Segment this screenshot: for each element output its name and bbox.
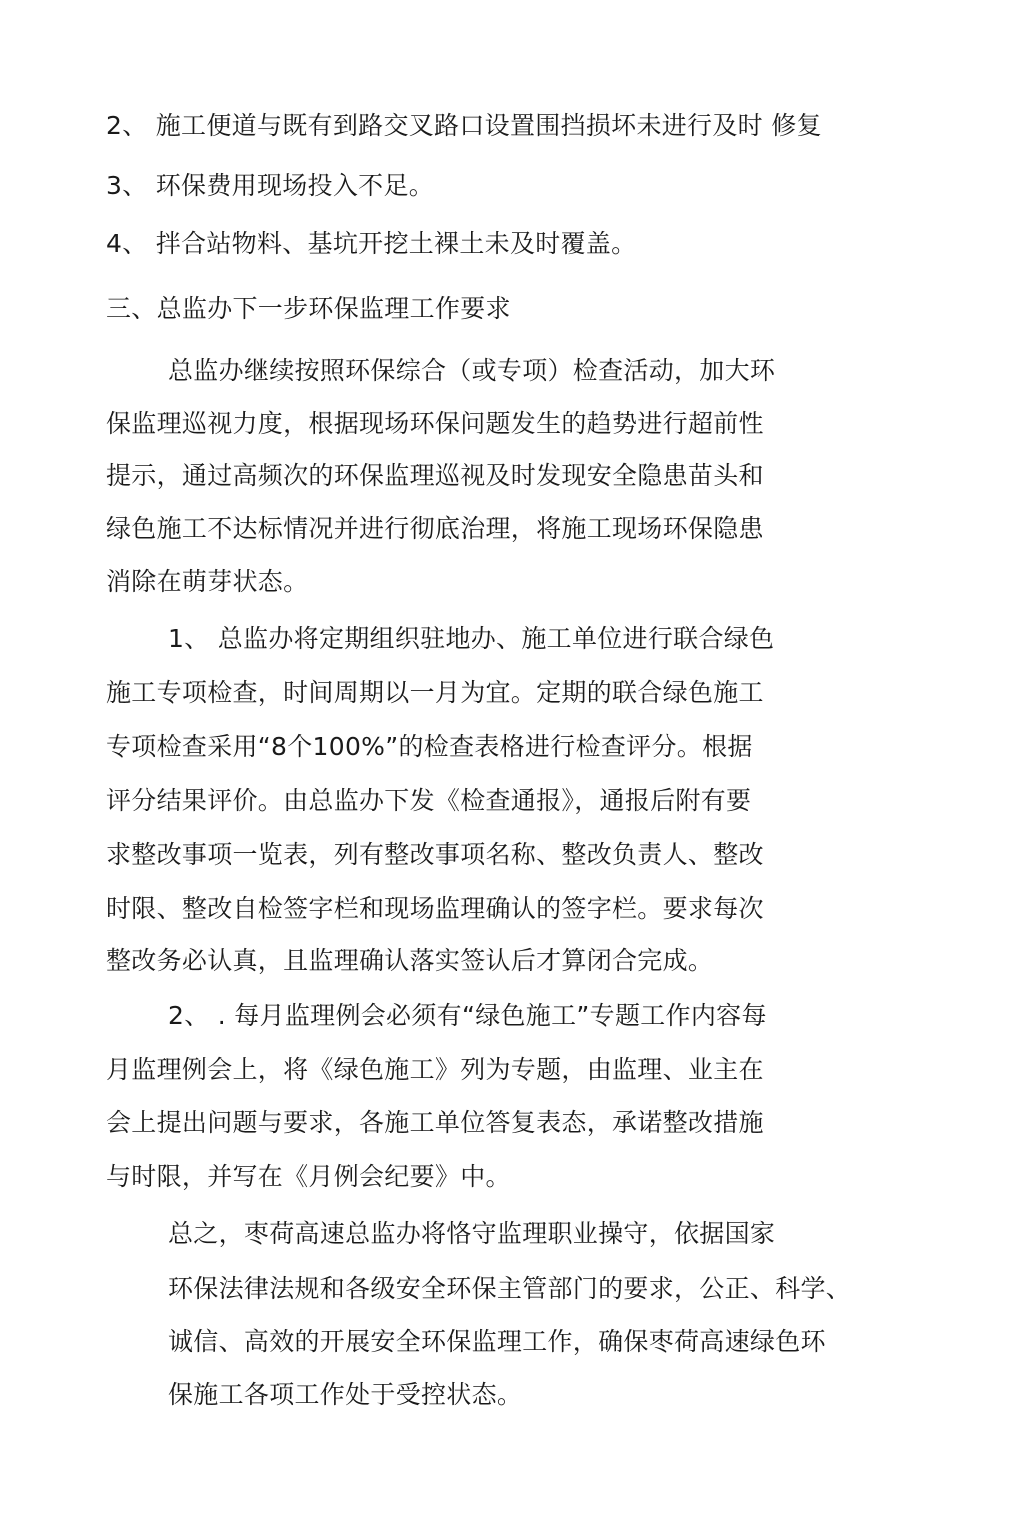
paragraph-line: 与时限，并写在《月例会纪要》中。 <box>106 1162 511 1191</box>
paragraph-line: 总监办继续按照环保综合（或专项）检查活动，加大环 <box>168 356 776 385</box>
list-item-4: 4、 拌合站物料、基坑开挖土裸土未及时覆盖。 <box>106 229 637 258</box>
paragraph-line: 会上提出问题与要求，各施工单位答复表态，承诺整改措施 <box>106 1108 764 1137</box>
paragraph-line: 总之，枣荷高速总监办将恪守监理职业操守，依据国家 <box>168 1219 776 1248</box>
paragraph-line: 2、 . 每月监理例会必须有“绿色施工”专题工作内容每 <box>168 1001 767 1030</box>
paragraph-line: 消除在萌芽状态。 <box>106 567 309 596</box>
paragraph-line: 绿色施工不达标情况并进行彻底治理，将施工现场环保隐患 <box>106 514 764 543</box>
list-item-3: 3、 环保费用现场投入不足。 <box>106 171 435 200</box>
paragraph-line: 整改务必认真，且监理确认落实签认后才算闭合完成。 <box>106 946 714 975</box>
paragraph-line: 1、 总监办将定期组织驻地办、施工单位进行联合绿色 <box>168 624 775 653</box>
paragraph-line: 求整改事项一览表，列有整改事项名称、整改负责人、整改 <box>106 840 764 869</box>
paragraph-line: 环保法律法规和各级安全环保主管部门的要求，公正、科学、 <box>168 1274 852 1303</box>
section-heading: 三、总监办下一步环保监理工作要求 <box>106 294 511 323</box>
paragraph-line: 专项检查采用“8个100%”的检查表格进行检查评分。根据 <box>106 732 753 761</box>
paragraph-line: 保施工各项工作处于受控状态。 <box>168 1380 523 1409</box>
paragraph-line: 评分结果评价。由总监办下发《检查通报》，通报后附有要 <box>106 786 752 815</box>
paragraph-line: 提示，通过高频次的环保监理巡视及时发现安全隐患苗头和 <box>106 461 764 490</box>
list-item-2: 2、 施工便道与既有到路交叉路口设置围挡损坏未进行及时 修复 <box>106 111 822 140</box>
paragraph-line: 时限、整改自检签字栏和现场监理确认的签字栏。要求每次 <box>106 894 764 923</box>
paragraph-line: 施工专项检查，时间周期以一月为宜。定期的联合绿色施工 <box>106 678 764 707</box>
paragraph-line: 诚信、高效的开展安全环保监理工作，确保枣荷高速绿色环 <box>168 1327 826 1356</box>
paragraph-line: 月监理例会上，将《绿色施工》列为专题，由监理、业主在 <box>106 1055 764 1084</box>
paragraph-line: 保监理巡视力度，根据现场环保问题发生的趋势进行超前性 <box>106 409 764 438</box>
